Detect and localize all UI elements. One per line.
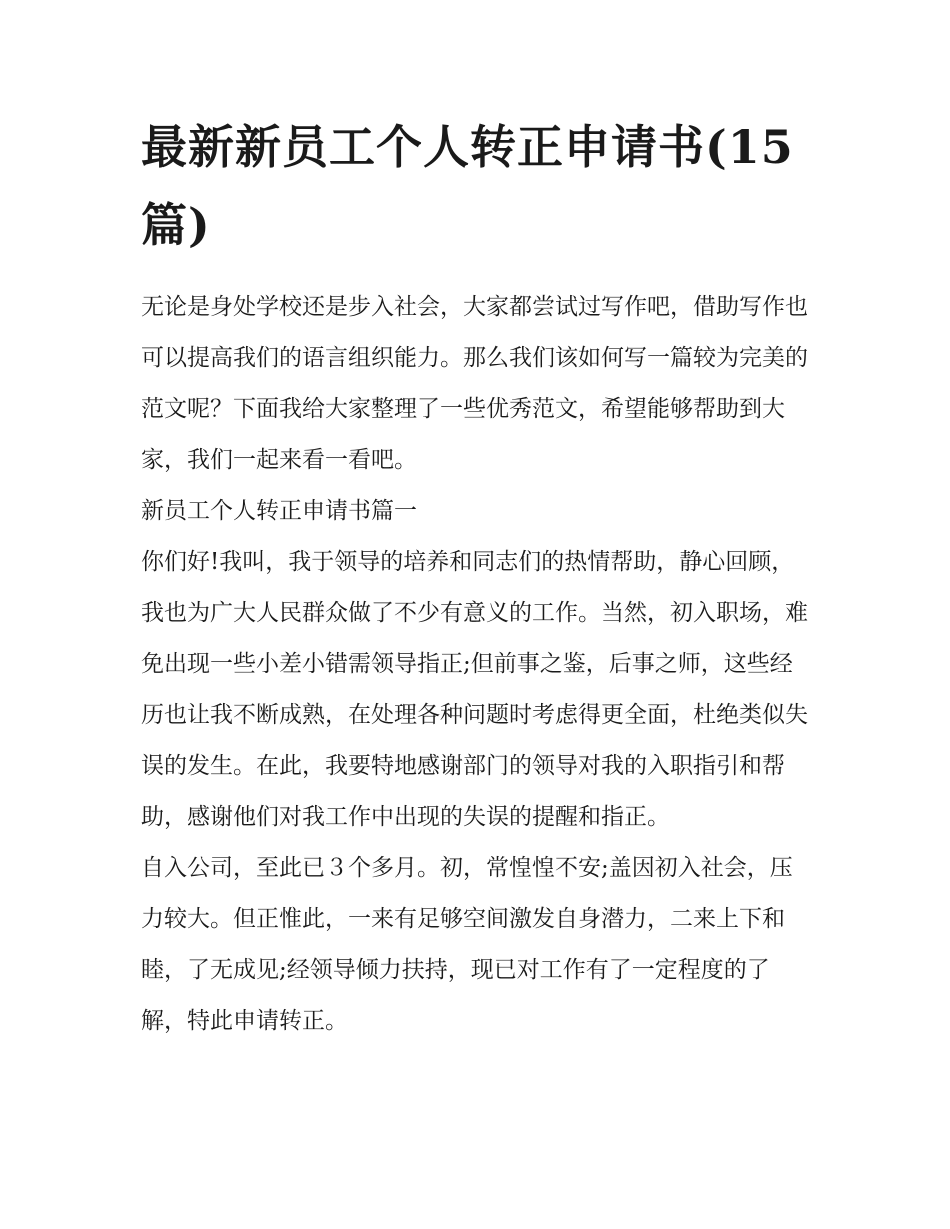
document-page [141, 108, 813, 1047]
document-body [141, 282, 813, 1047]
document-title: 最新新员工个人转正申请书(15篇) [141, 120, 794, 252]
intro-paragraph: 无论是身处学校还是步入社会，大家都尝试过写作吧，借助写作也可以提高我们的语言组织能力。那么我们该如何写一篇较为完美的范文呢？下面我给大家整理了一些优秀范文，希望能够帮助到大家，我们一起来看一看吧。 [141, 294, 808, 473]
body-paragraph: 你们好!我叫，我于领导的培养和同志们的热情帮助，静心回顾，我也为广大人民群众做了不少有意义的工作。当然，初入职场，难免出现一些小差小错需领导指正;但前事之鉴，后事之师，这些经历也让我不断成熟，在处理各种问题时考虑得更全面，杜绝类似失误的发生。在此，我要特地感谢部门的领导对我的入职指引和帮助，感谢他们对我工作中出现的失误的提醒和指正。 [141, 549, 808, 830]
section-heading: 新员工个人转正申请书篇一 [141, 498, 417, 524]
body-paragraph: 自入公司，至此已３个多月。初，常惶惶不安;盖因初入社会，压力较大。但正惟此，一来有足够空间激发自身潜力，二来上下和睦，了无成见;经领导倾力扶持，现已对工作有了一定程度的了解，特此申请转正。 [141, 855, 793, 1034]
